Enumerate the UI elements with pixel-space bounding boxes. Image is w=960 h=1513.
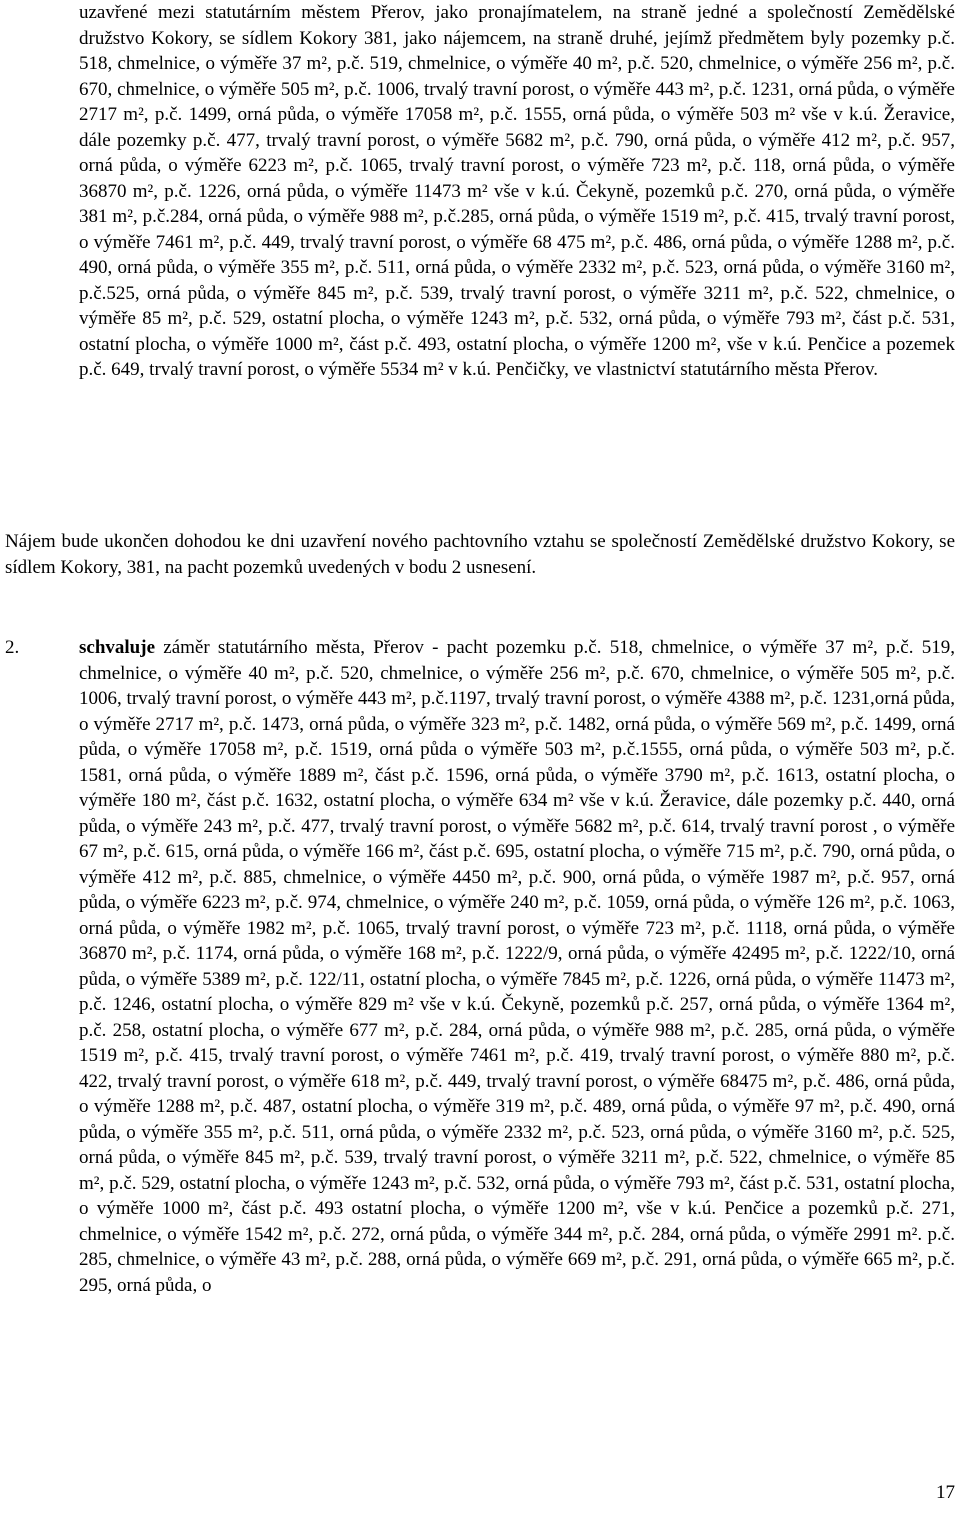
resolution-item-2	[79, 635, 955, 1298]
lease-continuation-paragraph: uzavřené mezi statutárním městem Přerov, jako pronajímatelem, na straně jedné a společností Zemědělské družstvo Kokory, se sídlem Kokory 381, jako nájemcem, na straně druhé, jejímž předmětem byly pozemky p.č. 518, chmelnice, o výměře 37 m², p.č. 519, chmelnice, o výměře 40 m², p.č. 520, chmelnice, o výměře 256 m², p.č. 670, chmelnice, o výměře 505 m², p.č. 1006, trvalý travní porost, o výměře 443 m², p.č. 1231, orná půda, o výměře 2717 m², p.č. 1499, orná půda, o výměře 17058 m², p.č. 1555, orná půda, o výměře 503 m² vše v k.ú. Žeravice, dále pozemky p.č. 477, trvalý travní porost, o výměře 5682 m², p.č. 790, orná půda, o výměře 412 m², p.č. 957, orná půda, o výměře 6223 m², p.č. 1065, trvalý travní porost, o výměře 723 m², p.č. 118, orná půda, o výměře 36870 m², p.č. 1226, orná půda, o výměře 11473 m² vše v k.ú. Čekyně, pozemků p.č. 270, orná půda, o výměře 381 m², p.č.284, orná půda, o výměře 988 m², p.č.285, orná půda, o výměře 1519 m², p.č. 415, trvalý travní porost, o výměře 7461 m², p.č. 449, trvalý travní porost, o výměře 68 475 m², p.č. 486, orná půda, o výměře 1288 m², p.č. 490, orná půda, o výměře 355 m², p.č. 511, orná půda, o výměře 2332 m², p.č. 523, orná půda, o výměře 3160 m², p.č.525, orná půda, o výměře 845 m², p.č. 539, trvalý travní porost, o výměře 3211 m², p.č. 522, chmelnice, o výměře 85 m², p.č. 529, ostatní plocha, o výměře 1243 m², p.č. 532, orná půda, o výměře 793 m², část p.č. 531, ostatní plocha, o výměře 1000 m², část p.č. 493, ostatní plocha, o výměře 1200 m², vše v k.ú. Penčice a pozemek p.č. 649, trvalý travní porost, o výměře 5534 m² v k.ú. Penčičky, ve vlastnictví statutárního města Přerov.	[79, 2, 955, 380]
resolution-item-2-text: záměr statutárního města, Přerov - pacht pozemku p.č. 518, chmelnice, o výměře 37 m², p.č. 519, chmelnice, o výměře 40 m², p.č. 520, chmelnice, o výměře 256 m², p.č. 670, chmelnice, o výměře 505 m², p.č. 1006, trvalý travní porost, o výměře 443 m², p.č.1197, trvalý travní porost, o výměře 4388 m², p.č. 1231,orná půda, o výměře 2717 m², p.č. 1473, orná půda, o výměře 323 m², p.č. 1482, orná půda, o výměře 569 m², p.č. 1499, orná půda, o výměře 17058 m², p.č. 1519, orná půda o výměře 503 m², p.č.1555, orná půda, o výměře 503 m², p.č. 1581, orná půda, o výměře 1889 m², část p.č. 1596, orná půda, o výměře 3790 m², p.č. 1613, ostatní plocha, o výměře 180 m², část p.č. 1632, ostatní plocha, o výměře 634 m² vše v k.ú. Žeravice, dále pozemky p.č. 440, orná půda, o výměře 243 m², p.č. 477, trvalý travní porost, o výměře 5682 m², p.č. 614, trvalý travní porost , o výměře 67 m², p.č. 615, orná půda, o výměře 166 m², část p.č. 695, ostatní plocha, o výměře 715 m², p.č. 790, orná půda, o výměře 412 m², p.č. 885, chmelnice, o výměře 4450 m², p.č. 900, orná půda, o výměře 1987 m², p.č. 957, orná půda, o výměře 6223 m², p.č. 974, chmelnice, o výměře 240 m², p.č. 1059, orná půda, o výměře 126 m², p.č. 1063, orná půda, o výměře 1982 m², p.č. 1065, trvalý travní porost, o výměře 723 m², p.č. 1118, orná půda, o výměře 36870 m², p.č. 1174, orná půda, o výměře 168 m², p.č. 1222/9, orná půda, o výměře 42495 m², p.č. 1222/10, orná půda, o výměře 5389 m², p.č. 122/11, ostatní plocha, o výměře 7845 m², p.č. 1226, orná půda, o výměře 11473 m², p.č. 1246, ostatní plocha, o výměře 829 m² vše v k.ú. Čekyně, pozemků p.č. 257, orná půda, o výměře 1364 m², p.č. 258, ostatní plocha, o výměře 677 m², p.č. 284, orná půda, o výměře 988 m², p.č. 285, orná půda, o výměře 1519 m², p.č. 415, trvalý travní porost, o výměře 7461 m², p.č. 419, trvalý travní porost, o výměře 880 m², p.č. 422, trvalý travní porost, o výměře 618 m², p.č. 449, trvalý travní porost, o výměře 68475 m², p.č. 486, orná půda, o výměře 1288 m², p.č. 487, ostatní plocha, o výměře 319 m², p.č. 489, orná půda, o výměře 97 m², p.č. 490, orná půda, o výměře 355 m², p.č. 511, orná půda, o výměře 2332 m², p.č. 523, orná půda, o výměře 3160 m², p.č. 525, orná půda, o výměře 845 m², p.č. 539, trvalý travní porost, o výměře 3211 m², p.č. 522, chmelnice, o výměře 85 m², p.č. 529, ostatní plocha, o výměře 1243 m², p.č. 532, orná půda, o výměře 793 m², část p.č. 531, ostatní plocha, o výměře 1000 m², část p.č. 493 ostatní plocha, o výměře 1200 m², vše v k.ú. Penčice a pozemků p.č. 271, chmelnice, o výměře 1542 m², p.č. 272, orná půda, o výměře 344 m², p.č. 284, orná půda, o výměře 2991 m². p.č. 285, chmelnice, o výměře 43 m², p.č. 288, orná půda, o výměře 669 m², p.č. 291, orná půda, o výměře 665 m², p.č. 295, orná půda, o	[79, 637, 955, 1296]
item-number: 2.	[5, 637, 20, 658]
page-number: 17	[936, 1482, 955, 1503]
resolution-keyword: schvaluje	[79, 637, 155, 658]
lease-termination-paragraph: Nájem bude ukončen dohodou ke dni uzavření nového pachtovního vztahu se společností Zemědělské družstvo Kokory, se sídlem Kokory, 381, na pacht pozemků uvedených v bodu 2 usnesení.	[5, 531, 955, 578]
